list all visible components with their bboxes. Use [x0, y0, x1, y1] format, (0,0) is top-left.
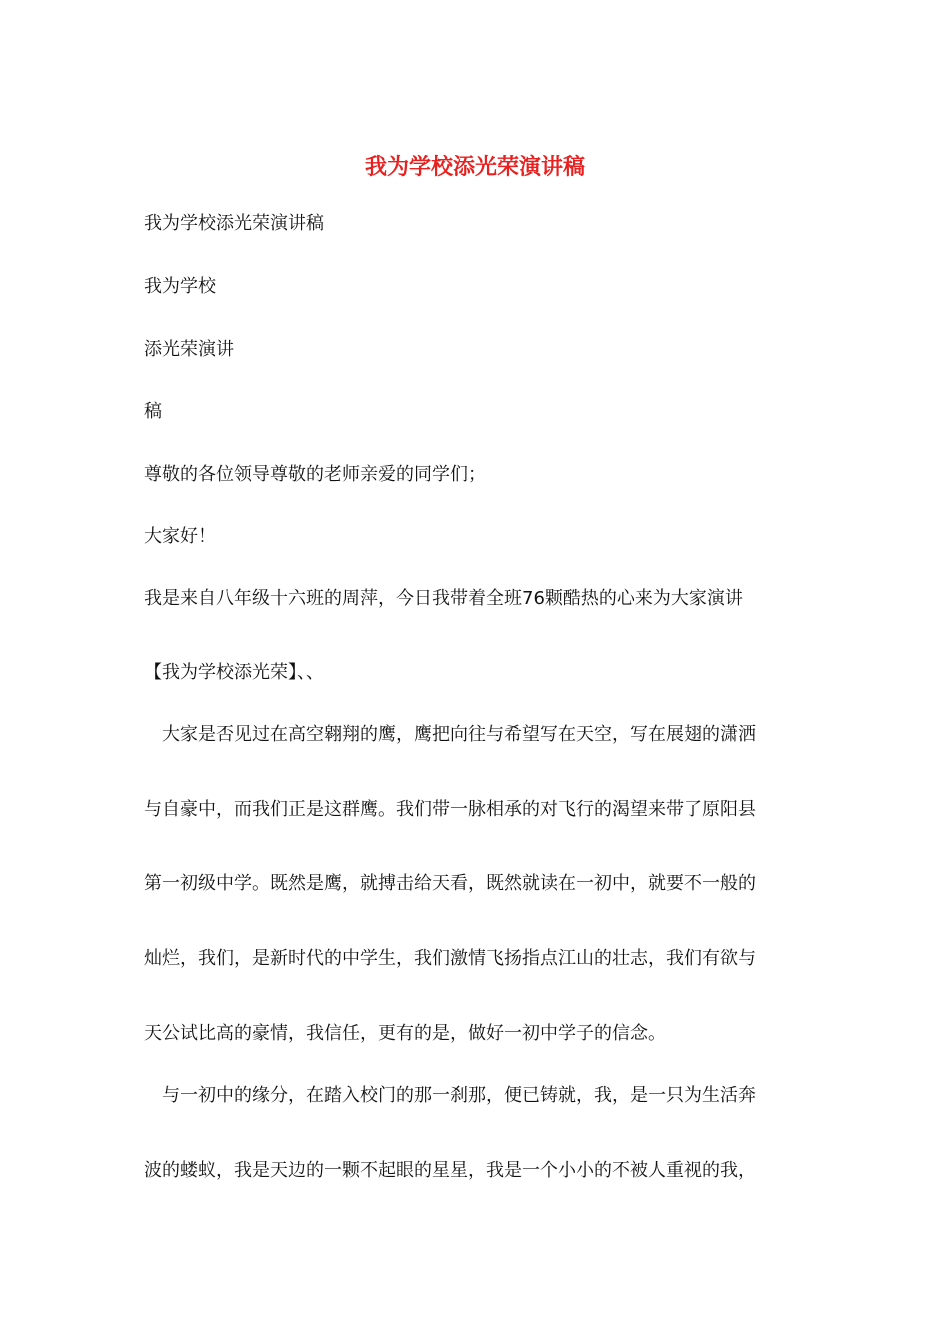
body-line-14: 与一初中的缘分，在踏入校门的那一刹那，便已铸就，我，是一只为生活奔 [144, 1085, 756, 1106]
body-line-4: 稿 [144, 401, 162, 422]
body-line-13: 天公试比高的豪情，我信任，更有的是，做好一初中学子的信念。 [144, 1023, 666, 1044]
body-line-10: 与自豪中，而我们正是这群鹰。我们带一脉相承的对飞行的渴望来带了原阳县 [144, 799, 756, 820]
body-line-5: 尊敬的各位领导尊敬的老师亲爱的同学们； [144, 464, 486, 485]
body-line-15: 波的蝼蚁，我是天边的一颗不起眼的星星，我是一个小小的不被人重视的我， [144, 1160, 756, 1181]
document-title: 我为学校添光荣演讲稿 [364, 154, 585, 180]
body-line-3: 添光荣演讲 [144, 339, 234, 360]
body-line-8: 【我为学校添光荣】、、 [144, 662, 324, 683]
body-line-9: 大家是否见过在高空翱翔的鹰，鹰把向往与希望写在天空，写在展翅的潇洒 [144, 724, 756, 745]
body-line-11: 第一初级中学。既然是鹰，就搏击给天看，既然就读在一初中，就要不一般的 [144, 873, 756, 894]
body-line-12: 灿烂，我们，是新时代的中学生，我们激情飞扬指点江山的壮志，我们有欲与 [144, 948, 756, 969]
body-line-2: 我为学校 [144, 276, 216, 297]
body-line-7: 我是来自八年级十六班的周萍，今日我带着全班76颗酷热的心来为大家演讲 [144, 588, 743, 609]
body-line-1: 我为学校添光荣演讲稿 [144, 213, 324, 234]
body-line-6: 大家好！ [144, 526, 216, 547]
